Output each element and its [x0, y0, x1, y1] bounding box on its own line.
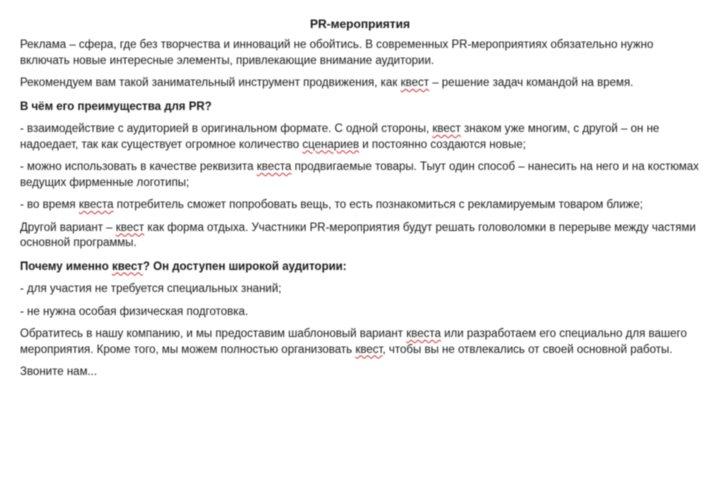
misspelled-word: сценариев — [302, 138, 360, 151]
paragraph-contact-offer — [20, 327, 700, 358]
list-item-interaction — [20, 122, 700, 153]
paragraph-intro — [20, 38, 700, 69]
section-heading-why — [20, 260, 700, 276]
section-heading-advantages: В чём его преимущества для PR? — [20, 100, 212, 113]
paragraph-alternative-pre: Другой вариант – — [20, 221, 116, 234]
misspelled-word: квеста — [256, 161, 292, 173]
section-heading-why-pre: Почему именно — [20, 260, 112, 273]
paragraph-intro-text: Реклама – сфера, где без творчества и инноваций не обойтись. В современных PR-мероприятиях обязательно нужно включать новые интересные элементы, привлекающие внимание аудитории. — [20, 39, 654, 67]
list-item-interaction-post: и постоянно создаются новые; — [359, 138, 527, 151]
list-item-props-post: продвигаемые товары. Тыут один способ – нанесить на него и на костюмах ведущих фирменные логотипы; — [20, 161, 699, 189]
misspelled-word: квест — [111, 260, 143, 273]
list-item-no-training: - не нужна особая физическая подготовка. — [20, 305, 249, 318]
list-item-props — [20, 160, 700, 191]
list-item-try-pre: - во время — [20, 199, 79, 211]
list-item-no-knowledge: - для участия не требуется специальных знаний; — [20, 283, 282, 295]
paragraph-call: Звоните нам... — [20, 366, 98, 378]
list-item-props-pre: - можно использовать в качестве реквизита — [20, 161, 257, 173]
misspelled-word: квест — [432, 123, 461, 135]
misspelled-word: квеста — [406, 328, 441, 340]
paragraph-contact-offer-post: , чтобы вы не отвлекались от своей основной работы. — [382, 343, 673, 356]
misspelled-word: квест — [400, 77, 429, 89]
document-title: PR-мероприятия — [309, 17, 411, 31]
paragraph-alternative — [20, 221, 700, 252]
paragraph-alternative-post: как форма отдыха. Участники PR-мероприятия будут решать головоломки в перерыве между частями основной программы. — [20, 221, 696, 249]
list-item-interaction-pre: - взаимодействие с аудиторией в оригинальном формате. С одной стороны, — [20, 123, 433, 135]
section-heading-why-post: ? Он доступен широкой аудитории: — [142, 260, 347, 273]
paragraph-contact-offer-pre: Обратитесь в нашу компанию, и мы предоставим шаблоновый вариант — [20, 328, 407, 340]
paragraph-contact-offer-mid: или разработаем его специально для вашего мероприятия. Кроме того, мы можем полностью организовать — [20, 328, 687, 356]
list-item-try — [20, 198, 700, 214]
misspelled-word: квест — [355, 343, 383, 356]
list-item-try-post: потребитель сможет попробовать вещь, то есть познакомиться с рекламируемым товаром ближе; — [113, 199, 643, 211]
list-item-interaction-mid: знаком уже многим, с другой – он не надоедает, так как существует огромное количество — [20, 123, 660, 151]
misspelled-word: квест — [115, 221, 145, 234]
misspelled-word: квеста — [78, 199, 114, 211]
paragraph-recommend-post: – решение задач командой на время. — [429, 77, 634, 89]
paragraph-recommend — [20, 76, 700, 92]
paragraph-recommend-pre: Рекомендуем вам такой занимательный инструмент продвижения, как — [20, 77, 401, 89]
